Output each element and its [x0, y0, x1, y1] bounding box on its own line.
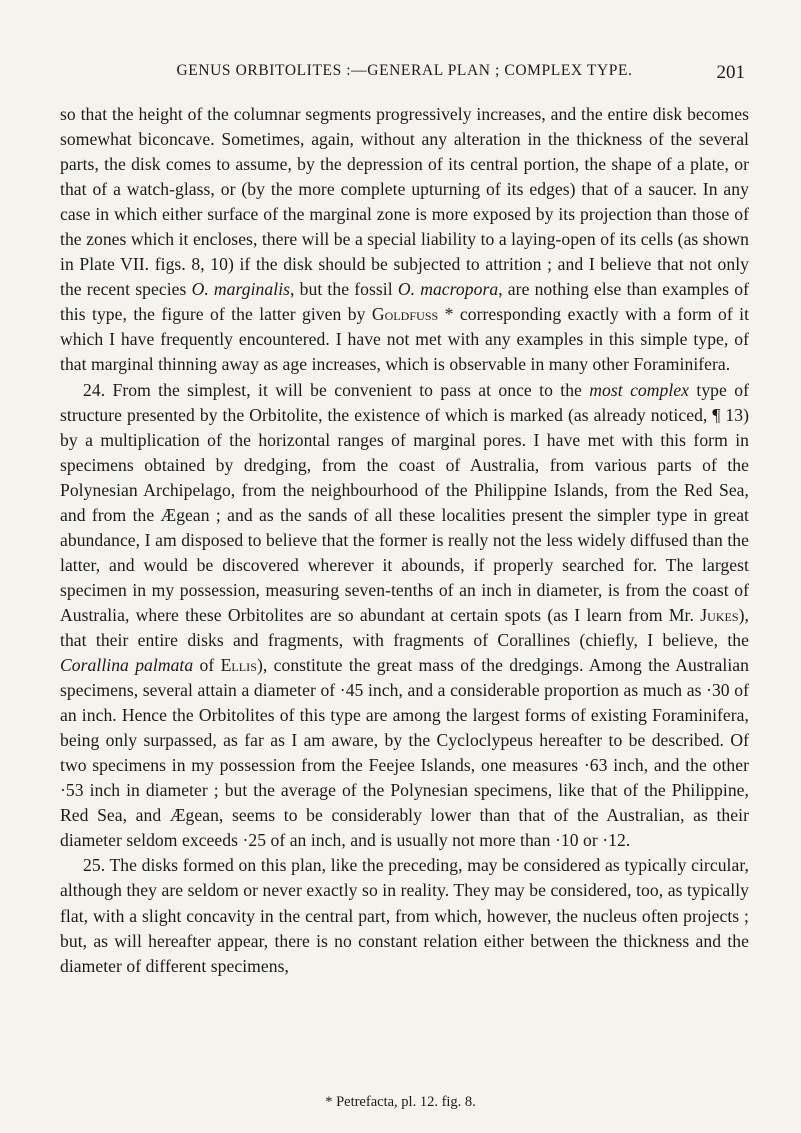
- species-name: O. macropora: [397, 279, 499, 300]
- running-title: GENUS ORBITOLITES :—GENERAL PLAN ; COMPLEX TYPE.: [176, 62, 633, 79]
- paragraph-24: [60, 378, 749, 854]
- text-run: of: [193, 655, 221, 676]
- text-run: 25. The disks formed on this plan, like the preceding, may be considered as typically circular, although they are seldom or never exactly so in reality. They may be considered, too, as typically flat, with a slight concavity in the central part, from which, however, the nucleus often projects ; but, as will hereafter appear, there is no constant relation either between the thickness and the diameter of different specimens,: [60, 855, 749, 976]
- text-run: so that the height of the columnar segments progressively increases, and the entire disk becomes somewhat biconcave. Sometimes, again, without any alteration in the thickness of the several parts, the disk comes to assume, by the depression of its central portion, the shape of a plate, or that of a watch-glass, or (by the more complete upturning of its edges) that of a saucer. In any case in which either surface of the marginal zone is more exposed by its projection than those of the zones which it encloses, there will be a special liability to a laying-open of its cells (as shown in Plate VII. figs. 8, 10) if the disk should be subjected to attrition ; and I believe that not only the recent species: [60, 104, 749, 300]
- text-run: ), that their entire disks and fragments, with fragments of Corallines (chiefly, I believe, the: [60, 604, 749, 650]
- author-name: Jukes: [700, 604, 739, 625]
- footnote: * Petrefacta, pl. 12. fig. 8.: [325, 1094, 476, 1110]
- emphasis: most complex: [589, 379, 690, 400]
- species-name: O. marginalis: [191, 279, 291, 300]
- author-name: Ellis: [220, 655, 257, 676]
- main-text: [60, 102, 749, 979]
- text-run: * corresponding exactly with a form of it which I have frequently encountered. I have not met with any examples in this simple type, of that marginal thinning away as age increases, which is observable in many other Foraminifera.: [60, 304, 750, 375]
- species-name: Corallina palmata: [60, 655, 194, 676]
- paragraph-25: [60, 853, 749, 978]
- text-run: ), constitute the great mass of the dredgings. Among the Australian specimens, several attain a diameter of ·45 inch, and a considerable proportion as much as ·30 of an inch. Hence the Orbitolites of this type are among the largest forms of existing Foraminifera, being only surpassed, as far as I am aware, by the Cycloclypeus hereafter to be described. Of two specimens in my possession from the Feejee Islands, one measures ·63 inch, and the other ·53 inch in diameter ; but the average of the Polynesian specimens, like that of the Philippine, Red Sea, and Ægean, seems to be considerably lower than that of the Australian, as their diameter seldom exceeds ·25 of an inch, and is usually not more than ·10 or ·12.: [60, 655, 749, 851]
- author-name: Goldfuss: [371, 304, 439, 325]
- running-header: [60, 62, 749, 88]
- text-run: , are nothing else than examples of this type, the figure of the latter given by: [60, 279, 749, 325]
- page-number: 201: [716, 62, 745, 83]
- text-run: , but the fossil: [290, 279, 398, 300]
- text-run: type of structure presented by the Orbitolite, the existence of which is marked (as already noticed, ¶ 13) by a multiplication of the horizontal ranges of marginal pores. I have met with this form in specimens obtained by dredging, from the coast of Australia, from various parts of the Polynesian Archipelago, from the neighbourhood of the Philippine Islands, from the Red Sea, and from the Ægean ; and as the sands of all these localities present the simpler type in great abundance, I am disposed to believe that the former is really not the less widely diffused than the latter, and would be discovered wherever it abounds, if properly searched for. The largest specimen in my possession, measuring seven-tenths of an inch in diameter, is from the coast of Australia, where these Orbitolites are so abundant at certain spots (as I learn from Mr.: [60, 379, 749, 625]
- paragraph-continued: [60, 102, 749, 378]
- text-run: 24. From the simplest, it will be convenient to pass at once to the: [83, 379, 590, 400]
